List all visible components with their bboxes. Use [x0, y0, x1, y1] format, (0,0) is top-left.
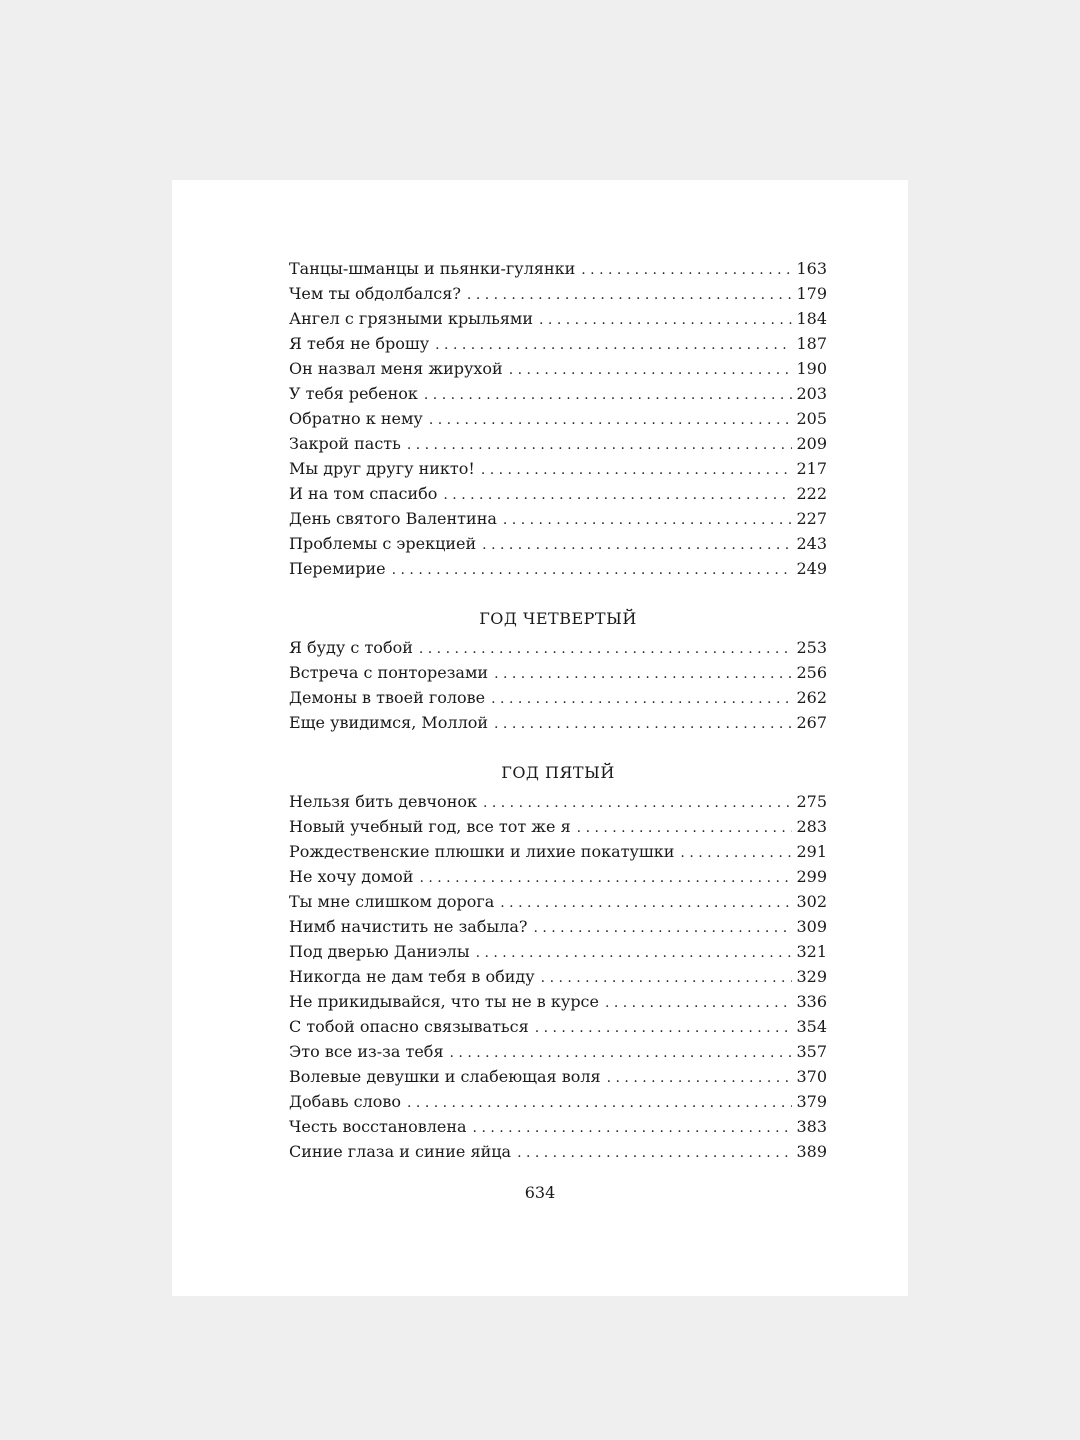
chapter-page-number: 383	[796, 1117, 827, 1136]
toc-entry	[289, 660, 827, 685]
dot-leader	[482, 533, 792, 556]
dot-leader	[443, 483, 792, 506]
toc-entry	[289, 406, 827, 431]
chapter-title: Демоны в твоей голове	[289, 688, 486, 707]
chapter-page-number: 163	[796, 259, 827, 278]
dot-leader	[392, 558, 793, 581]
chapter-title: Перемирие	[289, 559, 386, 578]
chapter-page-number: 370	[796, 1067, 827, 1086]
chapter-page-number: 249	[796, 559, 827, 578]
chapter-title: Не прикидывайся, что ты не в курсе	[289, 992, 599, 1011]
toc-entry	[289, 1014, 827, 1039]
toc-entry	[289, 556, 827, 581]
dot-leader	[483, 791, 792, 814]
chapter-page-number: 291	[796, 842, 827, 861]
chapter-page-number: 354	[796, 1017, 827, 1036]
dot-leader	[473, 1116, 793, 1139]
toc-entry	[289, 481, 827, 506]
page-number: 634	[524, 1183, 556, 1202]
dot-leader	[467, 283, 793, 306]
dot-leader	[419, 866, 792, 889]
dot-leader	[509, 358, 793, 381]
dot-leader	[494, 662, 792, 685]
chapter-page-number: 309	[796, 917, 827, 936]
toc-entry	[289, 964, 827, 989]
chapter-title: И на том спасибо	[289, 484, 438, 503]
chapter-title: Никогда не дам тебя в обиду	[289, 967, 535, 986]
chapter-title: Мы друг другу никто!	[289, 459, 475, 478]
dot-leader	[450, 1041, 793, 1064]
chapter-page-number: 262	[796, 688, 827, 707]
chapter-page-number: 243	[796, 534, 827, 553]
toc-list	[289, 789, 827, 1164]
chapter-title: Еще увидимся, Моллой	[289, 713, 489, 732]
chapter-page-number: 302	[796, 892, 827, 911]
toc-entry	[289, 381, 827, 406]
dot-leader	[577, 816, 793, 839]
chapter-title: Закрой пасть	[289, 434, 401, 453]
chapter-title: День святого Валентина	[289, 509, 497, 528]
toc-entry	[289, 864, 827, 889]
chapter-title: Обратно к нему	[289, 409, 423, 428]
chapter-page-number: 217	[796, 459, 827, 478]
chapter-page-number: 283	[796, 817, 827, 836]
toc-entry	[289, 914, 827, 939]
toc-entry	[289, 281, 827, 306]
chapter-page-number: 389	[796, 1142, 827, 1161]
toc-entry	[289, 1064, 827, 1089]
chapter-title: Не хочу домой	[289, 867, 414, 886]
section-heading: ГОД ЧЕТВЕРТЫЙ	[479, 609, 637, 628]
toc-entry	[289, 839, 827, 864]
toc-list	[289, 256, 827, 581]
chapter-page-number: 256	[796, 663, 827, 682]
toc-section	[289, 760, 827, 1164]
chapter-title: Синие глаза и синие яйца	[289, 1142, 512, 1161]
toc-entry	[289, 431, 827, 456]
chapter-title: Чем ты обдолбался?	[289, 284, 461, 303]
chapter-page-number: 209	[796, 434, 827, 453]
chapter-title: С тобой опасно связываться	[289, 1017, 529, 1036]
chapter-title: Танцы-шманцы и пьянки-гулянки	[289, 259, 576, 278]
dot-leader	[605, 991, 792, 1014]
dot-leader	[500, 891, 792, 914]
chapter-page-number: 275	[796, 792, 827, 811]
chapter-page-number: 179	[796, 284, 827, 303]
book-page	[172, 180, 908, 1296]
chapter-page-number: 329	[796, 967, 827, 986]
chapter-title: Это все из-за тебя	[289, 1042, 444, 1061]
dot-leader	[581, 258, 792, 281]
chapter-page-number: 222	[796, 484, 827, 503]
chapter-title: Я буду с тобой	[289, 638, 413, 657]
toc-entry	[289, 814, 827, 839]
chapter-title: Нельзя бить девчонок	[289, 792, 477, 811]
toc-entry	[289, 1139, 827, 1164]
toc-entry	[289, 635, 827, 660]
dot-leader	[435, 333, 792, 356]
chapter-page-number: 227	[796, 509, 827, 528]
chapter-title: Проблемы с эрекцией	[289, 534, 477, 553]
chapter-title: Встреча с понторезами	[289, 663, 489, 682]
table-of-contents	[289, 256, 827, 1164]
chapter-page-number: 321	[796, 942, 827, 961]
dot-leader	[535, 1016, 793, 1039]
toc-entry	[289, 989, 827, 1014]
toc-entry	[289, 531, 827, 556]
toc-entry	[289, 789, 827, 814]
toc-entry	[289, 306, 827, 331]
chapter-title: Честь восстановлена	[289, 1117, 467, 1136]
chapter-title: Рождественские плюшки и лихие покатушки	[289, 842, 675, 861]
dot-leader	[476, 941, 793, 964]
chapter-title: Он назвал меня жирухой	[289, 359, 503, 378]
toc-entry	[289, 889, 827, 914]
toc-entry	[289, 1039, 827, 1064]
toc-entry	[289, 1114, 827, 1139]
chapter-page-number: 336	[796, 992, 827, 1011]
toc-entry	[289, 456, 827, 481]
dot-leader	[419, 637, 793, 660]
chapter-title: Под дверью Даниэлы	[289, 942, 470, 961]
chapter-title: Добавь слово	[289, 1092, 402, 1111]
dot-leader	[494, 712, 792, 735]
chapter-page-number: 299	[796, 867, 827, 886]
chapter-title: Новый учебный год, все тот же я	[289, 817, 571, 836]
chapter-title: Нимб начистить не забыла?	[289, 917, 528, 936]
toc-section	[289, 606, 827, 735]
dot-leader	[539, 308, 792, 331]
dot-leader	[424, 383, 793, 406]
dot-leader	[541, 966, 793, 989]
toc-entry	[289, 331, 827, 356]
dot-leader	[491, 687, 792, 710]
dot-leader	[517, 1141, 792, 1164]
chapter-title: Ты мне слишком дорога	[289, 892, 495, 911]
dot-leader	[607, 1066, 793, 1089]
toc-section	[289, 256, 827, 581]
chapter-title: Ангел с грязными крыльями	[289, 309, 534, 328]
chapter-title: Я тебя не брошу	[289, 334, 430, 353]
chapter-page-number: 190	[796, 359, 827, 378]
toc-entry	[289, 710, 827, 735]
toc-entry	[289, 685, 827, 710]
dot-leader	[533, 916, 792, 939]
dot-leader	[407, 433, 793, 456]
chapter-page-number: 253	[796, 638, 827, 657]
chapter-page-number: 203	[796, 384, 827, 403]
dot-leader	[407, 1091, 792, 1114]
section-heading: ГОД ПЯТЫЙ	[501, 763, 615, 782]
chapter-page-number: 379	[796, 1092, 827, 1111]
dot-leader	[503, 508, 793, 531]
chapter-page-number: 184	[796, 309, 827, 328]
chapter-title: У тебя ребенок	[289, 384, 418, 403]
toc-entry	[289, 356, 827, 381]
chapter-page-number: 187	[796, 334, 827, 353]
chapter-page-number: 357	[796, 1042, 827, 1061]
toc-entry	[289, 939, 827, 964]
dot-leader	[481, 458, 793, 481]
dot-leader	[680, 841, 792, 864]
toc-entry	[289, 256, 827, 281]
chapter-page-number: 267	[796, 713, 827, 732]
chapter-title: Волевые девушки и слабеющая воля	[289, 1067, 601, 1086]
dot-leader	[429, 408, 793, 431]
toc-entry	[289, 506, 827, 531]
toc-list	[289, 635, 827, 735]
chapter-page-number: 205	[796, 409, 827, 428]
toc-entry	[289, 1089, 827, 1114]
